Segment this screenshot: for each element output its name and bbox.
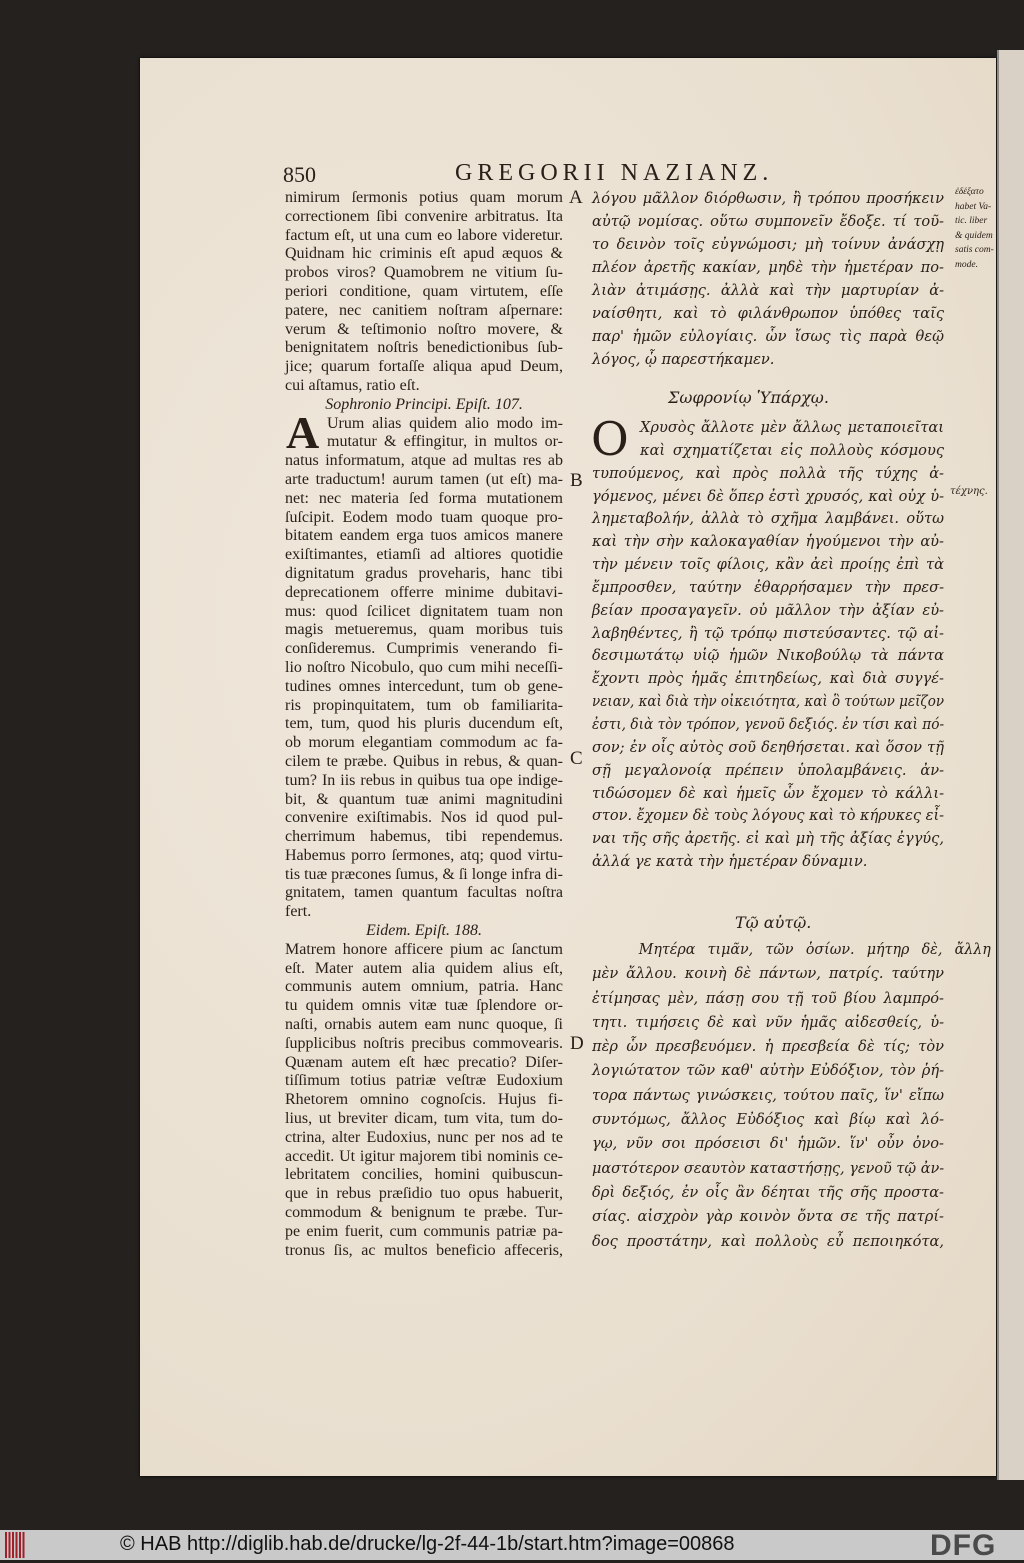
greek-heading-eidem: Τῷ αὐτῷ. (735, 913, 812, 932)
margin-note-line: & quidem (955, 230, 993, 241)
text-line: cilem te præbe. Quibus in rebus, & quan- (285, 752, 563, 770)
text-line: Rhetorem omnino cognoſcis. Hujus fi- (285, 1091, 563, 1109)
facing-page-edge (997, 50, 1024, 1480)
text-line: σῇ μεγαλονοίᾳ πρέπειν ὑπολαμβάνεις. ἀν- (592, 761, 944, 779)
text-line: δος προστάτην, καὶ πολλοὺς εὖ πεποιηκότα, (592, 1232, 944, 1250)
text-line: dignitatum gradus proveharis, hanc tibi (285, 564, 563, 582)
margin-note-line: habet Va- (955, 201, 992, 212)
text-line: natus informatum, atque ad multas res ab (285, 452, 563, 470)
dfg-logo: DFG (930, 1529, 997, 1562)
text-line: ναίσθητι, καὶ τὸ φιλάνθρωπον ὑπόθες ταῖς (592, 305, 944, 322)
text-line: πλέον ἀρετῆς κακίαν, μηδὲ τὴν ἡμετέραν πο- (592, 259, 944, 276)
text-line: τὴν μένειν τοῖς φίλοις, κἂν ἀεὶ προίῃς ἐπὶ τὰ (592, 556, 944, 574)
text-line: jice; quarum fortaſſe aliqua apud Deum, (285, 358, 563, 376)
greek-drop-cap: O (591, 412, 629, 466)
latin-drop-cap: A (286, 407, 320, 458)
text-line: βείαν προσαγαγεῖν. οὐ μᾶλλον τὴν ἀξίαν εὐ- (592, 601, 944, 619)
text-line: lius, ut breviter dicam, tum vita, tum do- (285, 1110, 563, 1128)
text-line: lio noſtro Nicobulo, quo cum mihi neceſſi- (285, 658, 563, 676)
section-marker-b: B (570, 470, 583, 491)
margin-note-line: tic. liber (955, 216, 988, 226)
text-line: pe enim fuerit, cum communis patriæ pa- (285, 1222, 563, 1240)
greek-block-2 (591, 412, 945, 874)
text-line: eſt. Mater autem alia quidem alius eſt, (285, 959, 563, 977)
greek-block-3 (592, 938, 991, 1254)
text-line: τητι. τιμήσεις δὲ καὶ νῦν ἡμᾶς αἰδεσθείς, ὑ- (592, 1013, 944, 1031)
text-line: γῳ, νῦν σοι πρόσεισι δι' ἡμῶν. ἵν' οὖν ὀνο- (592, 1135, 944, 1153)
text-line: conſideremus. Cumprimis venerando fi- (285, 640, 563, 658)
text-line: Habemus porro ſermones, atq; quod virtu- (285, 846, 563, 864)
text-line: Quænam autem eſt hæc precatio? Diſer- (285, 1053, 563, 1071)
text-line: ἐτίμησας μὲν, πάσῃ σου τῇ τοῦ βίου λαμπρό- (592, 989, 944, 1007)
text-line: ναι τῆς σῆς ἀρετῆς. εἰ καὶ μὴ τῆς ἀξίας ἐγγύς, (592, 830, 944, 848)
text-line: λόγου μᾶλλον διόρθωσιν, ἢ τρόπου προσήκειν (592, 190, 944, 207)
text-line: mus: quod ſcilicet dignitatem tuam non (285, 602, 563, 620)
text-line: tronus ſis, ac multos beneficio affeceris, (285, 1241, 563, 1259)
text-line: tem, tum, quod his pluris ducendum eſt, (285, 715, 563, 733)
text-line: ἔχοντι πρὸς ἡμᾶς ἐπιτηδείως, καὶ διὰ συγγέ- (592, 670, 944, 688)
text-line: λιὰν ἀτιμάσῃς. ἀλλὰ καὶ τὴν μαρτυρίαν ἀ- (592, 282, 944, 299)
section-marker-a: A (569, 187, 583, 208)
text-line: deprecationem offerre minime dubitavi- (285, 583, 563, 601)
page-number: 850 (283, 162, 316, 187)
text-line: λημεταβολήν, ἀλλὰ τὸ σχῆμα λαμβάνει. οὕτω (592, 510, 944, 528)
footer-bar (0, 1530, 1024, 1560)
text-line: καὶ σχηματίζεται εἰς πολλοὺς κόσμους (640, 441, 944, 459)
text-line: tis tuæ præcones ſumus, & ſi longe infra di- (285, 865, 563, 883)
text-line: δρὶ δεξιός, ἐν οἷς ἂν δέηται τῆς σῆς προστα- (592, 1183, 944, 1201)
text-line: accedit. Ut igitur majorem tibi nominis ce- (285, 1147, 563, 1165)
text-line: bitatem eandem erga tuos amicos manere (285, 527, 563, 545)
text-line: correctionem ſibi convenire arbitratus. Ita (285, 207, 563, 225)
latin-column (285, 189, 563, 1260)
letter-heading: Sophronio Principi. Epiſt. 107. (325, 395, 523, 413)
text-line: benignitatem noſtris benedictionibus ſub- (285, 339, 563, 357)
text-line: συντόμως, ἄλλος Εὐδόξιος καὶ βίῳ καὶ λό- (592, 1111, 944, 1129)
text-line: παρ' ἡμῶν εὐλογίαις. ὧν ἴσως τὶς παρὰ θεῷ (592, 328, 944, 345)
text-line: ἔμπροσθεν, ταύτην ἐθαρρήσαμεν τὴν πρεσ- (592, 578, 944, 596)
margin-note-line: ἐδέξατο (955, 187, 984, 197)
text-line: ſuſcipit. Eodem modo tuam quoque pro- (285, 508, 563, 526)
text-line: μὲν ἄλλου. κοινὴ δὲ πάντων, πατρίς. ταύτην (592, 965, 944, 983)
text-line: gnitatem, tamen quantum facultas noſtra (285, 884, 563, 902)
text-line: mutatur & effingitur, in multos or- (327, 433, 563, 451)
text-line: tum? In iis rebus in quibus tua ope indige- (285, 771, 563, 789)
text-line: cui aſtamus, ratio eſt. (285, 376, 420, 394)
text-line: factum eſt, ut una cum eo labore videretur. (285, 226, 563, 244)
text-line: naſti, ornabis autem eam nunc quoque, ſi (285, 1016, 563, 1034)
text-line: fert. (285, 903, 312, 921)
text-line: τιδώσομεν δὲ καὶ ἡμεῖς ὧν ἔχομεν τὸ κάλλι- (592, 784, 944, 802)
text-line: magis metueremus, quam moribus tuis (285, 621, 563, 639)
hab-logo-icon (5, 1532, 25, 1558)
text-line: ſupplicibus noſtris precibus commovearis. (285, 1034, 563, 1052)
margin-note (955, 185, 994, 272)
text-line: convenire exiſtimabis. Nos id quod pul- (285, 809, 563, 827)
text-line: Χρυσὸς ἄλλοτε μὲν ἄλλως μεταποιεῖται (640, 419, 944, 436)
text-line: patere, nec canitiem noſtram aſpernare: (285, 301, 563, 319)
text-line: ἀλλά γε κατὰ τὴν ἡμετέραν δύναμιν. (592, 853, 868, 871)
text-line: μαστότερον σεαυτὸν καταστήσῃς, γενοῦ τῷ ἀν- (592, 1159, 945, 1177)
text-line: arte traductum! aurum tamen (ut eſt) ma- (285, 470, 563, 488)
text-line: Urum alias quidem alio modo im- (327, 414, 563, 432)
section-marker-d: D (570, 1033, 584, 1054)
text-line: νειαν, καὶ διὰ τὴν οἰκειότητα, καὶ ὃ τούτων μεῖζον (592, 693, 945, 711)
text-line: net: nec materia ſed forma mutationem (285, 489, 563, 507)
text-line: Matrem honore afficere pium ac ſanctum (285, 940, 563, 958)
letter-heading: Eidem. Epiſt. 188. (366, 922, 482, 940)
greek-heading-sophronio: Σωφρονίῳ Ὑπάρχῳ. (668, 388, 829, 407)
text-line: καὶ τὴν σὴν καλοκαγαθίαν ἡγούμενοι τὴν αὐ- (592, 533, 944, 551)
text-line: nimirum ſermonis potius quam morum (285, 189, 563, 206)
text-line: ob morum elegantiam commodum ac fa- (285, 734, 563, 752)
running-title: GREGORII NAZIANZ. (455, 160, 774, 186)
text-line: que in rebus præſidio tuo opus habuerit, (285, 1185, 563, 1203)
text-line: το δεινὸν τοῖς εὐγνώμοσι; μὴ τοίνυν ἀνάσχῃ (592, 236, 944, 253)
text-line: λογιώτατον τῶν καθ' αὐτὴν Εὐδόξιον, τὸν ῥή- (592, 1062, 944, 1080)
text-line: λαβηθέντες, ἢ τῷ τρόπῳ πιστεύσαντες. τῷ αἰ- (592, 624, 944, 642)
text-line: σίας. αἰσχρὸν γὰρ κοινὸν ὄντα σε τῆς πατρί- (592, 1208, 944, 1226)
text-line: πὲρ ὧν πρεσβευόμεν. ἡ πρεσβεία δὲ τίς; τὸν (592, 1038, 944, 1056)
text-line: ris propinquitatem, tum ob familiarita- (285, 696, 563, 714)
text-line: commodum & benignum te præbe. Tur- (285, 1204, 563, 1222)
text-line: γόμενος, μένει δὲ ὅπερ ἐστὶ χρυσός, καὶ οὐχ ὑ- (592, 487, 944, 505)
margin-note-line: satis com- (955, 245, 994, 255)
text-line: cherrimum habemus, tibi rependemus. (285, 828, 563, 846)
section-marker-c: C (570, 748, 583, 769)
text-line: communis autem omnium, patria. Hanc (285, 978, 563, 996)
text-line: Quidnam hic criminis eſt apud æquos & (285, 245, 563, 263)
text-line: Μητέρα τιμᾶν, τῶν ὁσίων. μήτηρ δὲ, ἄλλη (638, 941, 991, 958)
text-line: λόγος, ᾧ παρεστήκαμεν. (592, 351, 775, 368)
text-line: verum & teſtimonio noſtro movere, & (285, 320, 563, 338)
text-line: exiſtimantes, etiamſi ad altiores quotidie (285, 546, 563, 564)
text-line: τορα πάντως γινώσκεις, τούτου παῖς, ἵν' εἴπω (592, 1086, 944, 1104)
text-line: τυπούμενος, καὶ πρὸς πολλὰ τῆς τύχης ἀ- (592, 464, 944, 482)
text-line: σον; ἐν οἷς αὐτὸς σοῦ δεηθήσεται. καὶ ὅσον τῇ (592, 738, 944, 756)
text-line: ἐστι, διὰ τὸν τρόπον, γενοῦ δεξιός. ἐν τίσι καὶ πό- (592, 715, 945, 733)
margin-note-line: mode. (955, 259, 978, 270)
text-line: δεσιμωτάτῳ υἱῷ ἡμῶν Νικοβούλῳ τὰ πάντα (592, 647, 944, 665)
text-line: tu quidem omnis vitæ tuæ ſplendore or- (285, 997, 563, 1015)
text-line: periori conditione, quam virtutem, eſſe (285, 282, 563, 300)
text-line: probos viros? Quamobrem ne vitium ſu- (285, 264, 563, 282)
text-line: ctrina, alter Eudoxius, nunc per nos ad te (285, 1128, 563, 1146)
greek-block-1 (592, 187, 944, 371)
text-line: tudines omnes intercedunt, tum ob gene- (285, 677, 563, 695)
margin-note-2: τέχνης. (950, 486, 988, 497)
copyright-link[interactable]: © HAB http://diglib.hab.de/drucke/lg-2f-44-1b/start.htm?image=00868 (120, 1533, 735, 1555)
text-line: στον. ἔχομεν δὲ τοὺς λόγους καὶ τὸ κήρυκες εἶ- (592, 807, 945, 825)
text-line: lebritatem concilies, homini quibuscun- (285, 1166, 563, 1184)
text-line: αὐτῷ νομίσας. οὕτω συμπονεῖν ἔδοξε. τί τοῦ- (592, 213, 944, 230)
text-line: bit, & quantum tuæ animi magnitudini (285, 790, 563, 808)
text-line: tiſſimum totius patriæ veſtræ Eudoxium (285, 1072, 563, 1090)
